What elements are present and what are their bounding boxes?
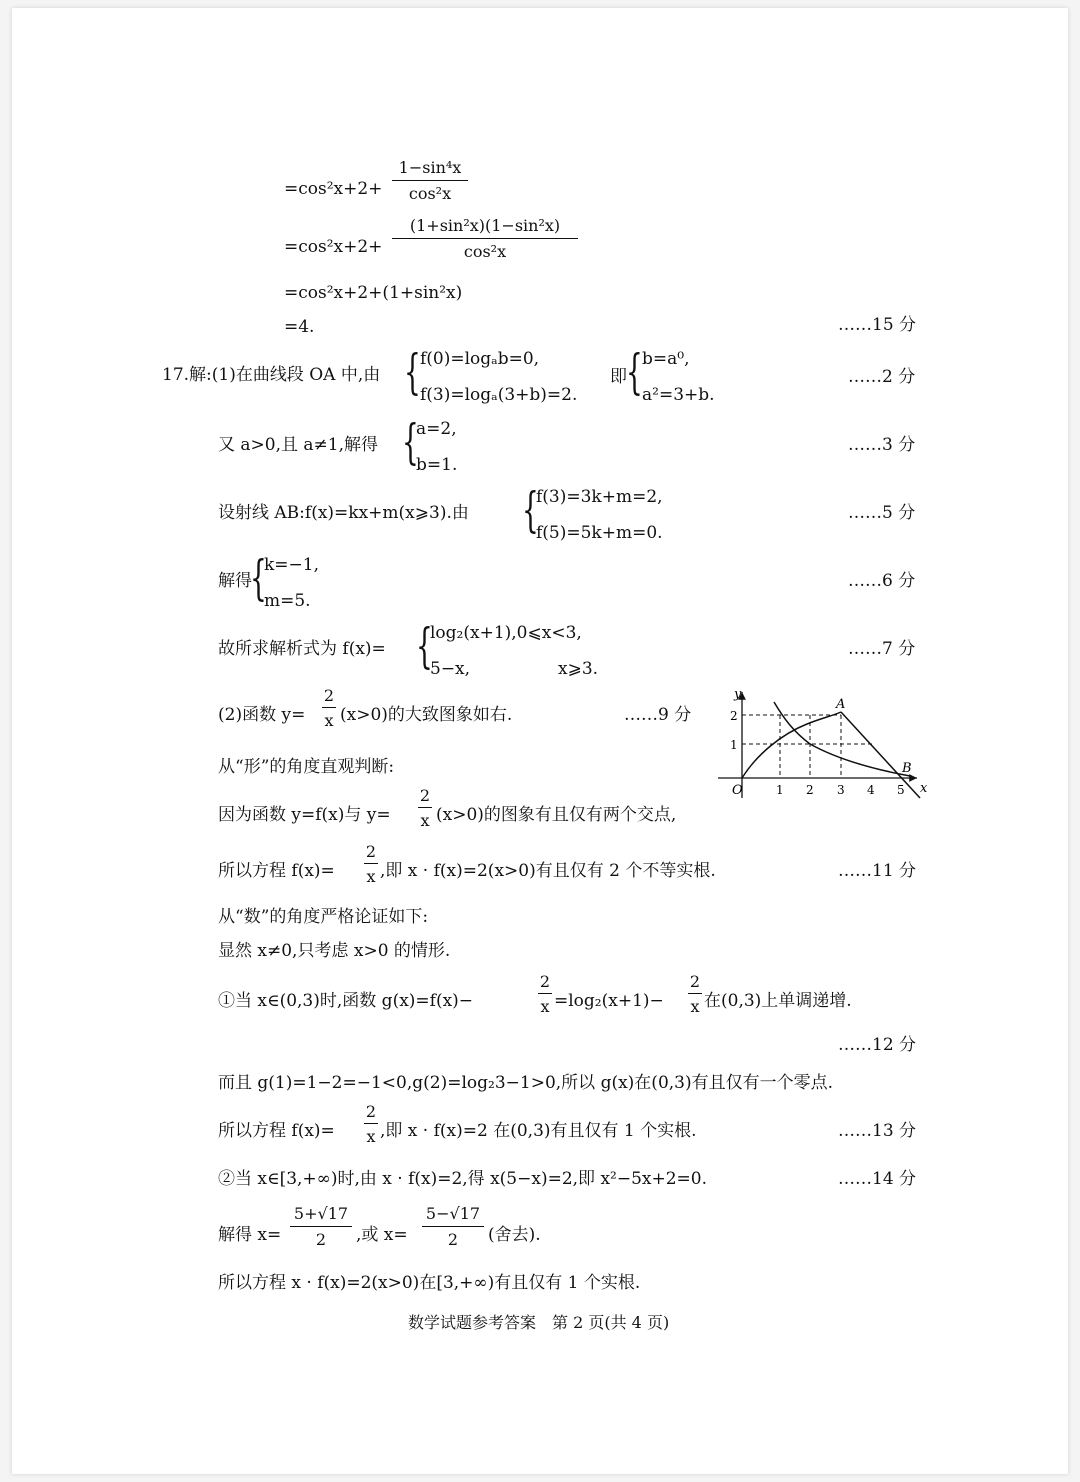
left-brace: {	[404, 344, 421, 400]
part-2-suffix: (x>0)的大致图象如右.	[340, 705, 513, 725]
solution-denominator-2: 2	[447, 1230, 459, 1249]
solution-b: b=1.	[416, 455, 458, 475]
solve-m: m=5.	[264, 591, 311, 611]
obvious-text: 显然 x≠0,只考虑 x>0 的情形.	[218, 941, 451, 961]
score-2: ……2 分	[848, 367, 916, 387]
so-2-suffix: ,即 x · f(x)=2 在(0,3)有且仅有 1 个实根.	[380, 1121, 697, 1141]
score-13: ……13 分	[838, 1121, 917, 1141]
so-2-denominator: x	[366, 1127, 376, 1146]
system-1-eq-b: f(3)=logₐ(3+b)=2.	[420, 385, 578, 405]
x-tick-label: 3	[837, 783, 845, 797]
score-7: ……7 分	[848, 639, 916, 659]
because-numerator: 2	[419, 786, 431, 805]
point-b-label: B	[902, 761, 912, 776]
point-a-label: A	[836, 697, 846, 712]
line-2-denominator: cos²x	[463, 242, 507, 261]
function-graph	[712, 684, 932, 804]
solution-prefix: 解得 x=	[218, 1225, 282, 1245]
and-text: 而且 g(1)=1−2=−1<0,g(2)=log₂3−1>0,所以 g(x)在(0,3)有且仅有一个零点.	[218, 1073, 834, 1093]
piece-1: log₂(x+1),0⩽x<3,	[430, 623, 582, 643]
fraction-bar	[364, 863, 378, 864]
score-11: ……11 分	[838, 861, 917, 881]
last-line: 所以方程 x · f(x)=2(x>0)在[3,+∞)有且仅有 1 个实根.	[218, 1273, 641, 1293]
solve-k: k=−1,	[264, 555, 320, 575]
left-brace: {	[522, 482, 539, 538]
fraction-bar	[364, 1123, 378, 1124]
line-3: =cos²x+2+(1+sin²x)	[284, 283, 463, 303]
fraction-bar	[688, 993, 702, 994]
so-2-prefix: 所以方程 f(x)=	[218, 1121, 335, 1141]
solution-suffix: (舍去).	[488, 1225, 541, 1245]
score-9: ……9 分	[624, 705, 692, 725]
line-2-prefix: =cos²x+2+	[284, 237, 383, 257]
y-tick-label: 1	[730, 738, 738, 752]
fraction-bar	[322, 707, 336, 708]
system-1-eq-a: f(0)=logₐb=0,	[420, 349, 540, 369]
case-1-prefix: ①当 x∈(0,3)时,函数 g(x)=f(x)−	[218, 991, 474, 1011]
part-2-denominator: x	[324, 711, 334, 730]
case-1-numerator: 2	[539, 972, 551, 991]
because-suffix: (x>0)的图象有且仅有两个交点,	[436, 805, 677, 825]
line-1-numerator: 1−sin⁴x	[398, 158, 462, 177]
solution-a: a=2,	[416, 419, 457, 439]
solution-numerator-1: 5+√17	[293, 1204, 349, 1223]
document-page	[12, 8, 1068, 1474]
so-1-denominator: x	[366, 867, 376, 886]
fraction-bar	[392, 238, 578, 239]
left-brace: {	[416, 618, 433, 674]
left-brace: {	[626, 344, 643, 400]
line-1-denominator: cos²x	[408, 184, 452, 203]
origin-label: O	[732, 783, 743, 798]
piece-2-expr: 5−x,	[430, 659, 471, 679]
line-4: =4.	[284, 317, 315, 337]
score-6: ……6 分	[848, 571, 916, 591]
line-2-numerator: (1+sin²x)(1−sin²x)	[409, 216, 561, 235]
part-2-numerator: 2	[323, 686, 335, 705]
score-5: ……5 分	[848, 503, 916, 523]
solution-denominator-1: 2	[315, 1230, 327, 1249]
ray-eq-a: f(3)=3k+m=2,	[536, 487, 663, 507]
part-2-prefix: (2)函数 y=	[218, 705, 306, 725]
system-2-eq-a: b=a⁰,	[642, 349, 690, 369]
y-axis-label: y	[734, 687, 742, 702]
case-1-denominator-2: x	[690, 997, 700, 1016]
page-footer: 数学试题参考答案 第 2 页(共 4 页)	[408, 1313, 670, 1332]
x-tick-label: 4	[867, 783, 875, 797]
so-1-prefix: 所以方程 f(x)=	[218, 861, 335, 881]
fraction-bar	[538, 993, 552, 994]
score-14: ……14 分	[838, 1169, 917, 1189]
left-brace: {	[250, 550, 267, 606]
ray-eq-b: f(5)=5k+m=0.	[536, 523, 663, 543]
solve-text: 解得	[218, 571, 252, 591]
so-1-numerator: 2	[365, 842, 377, 861]
function-text: 故所求解析式为 f(x)=	[218, 639, 386, 659]
x-tick-label: 5	[897, 783, 905, 797]
system-2-eq-b: a²=3+b.	[642, 385, 715, 405]
fraction-bar	[290, 1226, 352, 1227]
log-curve	[742, 712, 841, 778]
solution-middle: ,或 x=	[356, 1225, 408, 1245]
so-1-suffix: ,即 x · f(x)=2(x>0)有且仅有 2 个不等实根.	[380, 861, 716, 881]
ray-ab	[841, 712, 920, 798]
so-2-numerator: 2	[365, 1102, 377, 1121]
x-tick-label: 2	[806, 783, 814, 797]
case-2-text: ②当 x∈[3,+∞)时,由 x · f(x)=2,得 x(5−x)=2,即 x²−5x+2=0.	[218, 1169, 708, 1189]
shape-view-text: 从“形”的角度直观判断:	[218, 757, 395, 777]
problem-17-intro: 17.解:(1)在曲线段 OA 中,由	[162, 365, 381, 385]
piece-2-domain: x⩾3.	[558, 659, 599, 679]
again-text: 又 a>0,且 a≠1,解得	[218, 435, 379, 455]
line-1-prefix: =cos²x+2+	[284, 179, 383, 199]
x-tick-label: 1	[776, 783, 784, 797]
solution-numerator-2: 5−√17	[425, 1204, 481, 1223]
case-1-numerator-2: 2	[689, 972, 701, 991]
fraction-bar	[418, 807, 432, 808]
y-tick-label: 2	[730, 709, 738, 723]
x-axis-label: x	[920, 781, 928, 796]
score-15: ……15 分	[838, 315, 917, 335]
score-12: ……12 分	[838, 1035, 917, 1055]
case-1-middle: =log₂(x+1)−	[554, 991, 664, 1011]
because-denominator: x	[420, 811, 430, 830]
ray-text: 设射线 AB:f(x)=kx+m(x⩾3).由	[218, 503, 469, 523]
fraction-bar	[422, 1226, 484, 1227]
number-view-text: 从“数”的角度严格论证如下:	[218, 907, 429, 927]
ji-word: 即	[610, 367, 627, 387]
case-1-denominator: x	[540, 997, 550, 1016]
case-1-suffix: 在(0,3)上单调递增.	[704, 991, 852, 1011]
score-3: ……3 分	[848, 435, 916, 455]
left-brace: {	[402, 414, 419, 470]
fraction-bar	[392, 180, 468, 181]
because-prefix: 因为函数 y=f(x)与 y=	[218, 805, 391, 825]
